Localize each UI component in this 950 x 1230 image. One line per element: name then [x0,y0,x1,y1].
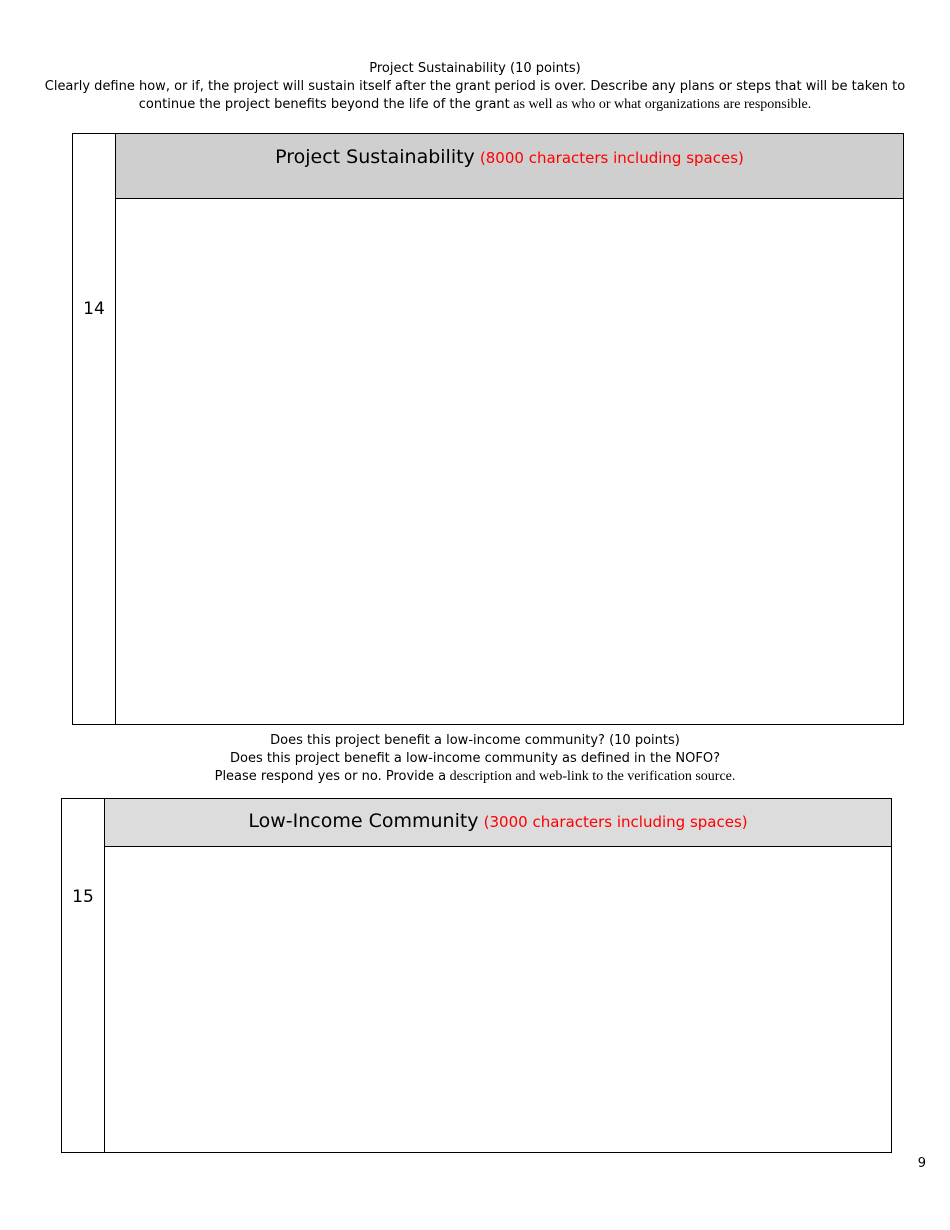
section-15-intro-line-2b: description and web-link to the verification source. [446,769,736,784]
section-14-number-cell [73,134,116,724]
section-15-answer-input[interactable] [106,848,891,1152]
section-14-header-title: Project Sustainability [275,146,475,168]
section-15-number-cell [62,799,105,1152]
section-15-instructions [0,732,950,786]
page-number: 9 [917,1156,926,1171]
section-14-instructions [0,60,950,114]
section-15-table [61,798,892,1153]
section-14-intro-line-1: Clearly define how, or if, the project will sustain itself after the grant period is over. Describe any plans or steps that will be taken to [44,79,906,94]
section-14-intro-line-2 [0,96,950,114]
section-15-number: 15 [72,887,94,907]
section-14-answer-input[interactable] [117,200,903,724]
section-14-table [72,133,904,725]
section-15-intro-line-2a: Please respond yes or no. Provide a [214,769,447,784]
section-15-intro-line-2 [0,768,950,786]
section-15-intro-line-1: Does this project benefit a low-income community as defined in the NOFO? [229,751,720,766]
section-15-character-limit: (3000 characters including spaces) [483,813,748,831]
section-14-intro-line-2a: continue the project benefits beyond the life of the grant [138,97,510,112]
section-15-header [105,799,891,847]
section-14-number: 14 [83,299,105,319]
section-14-intro-line-2b: as well as who or what organizations are responsible. [509,97,812,112]
section-14-intro-title: Project Sustainability (10 points) [369,61,581,76]
section-15-intro-title: Does this project benefit a low-income community? (10 points) [270,733,680,748]
section-15-header-title: Low-Income Community [248,810,479,832]
section-14-character-limit: (8000 characters including spaces) [479,149,744,167]
section-14-header [116,134,903,199]
